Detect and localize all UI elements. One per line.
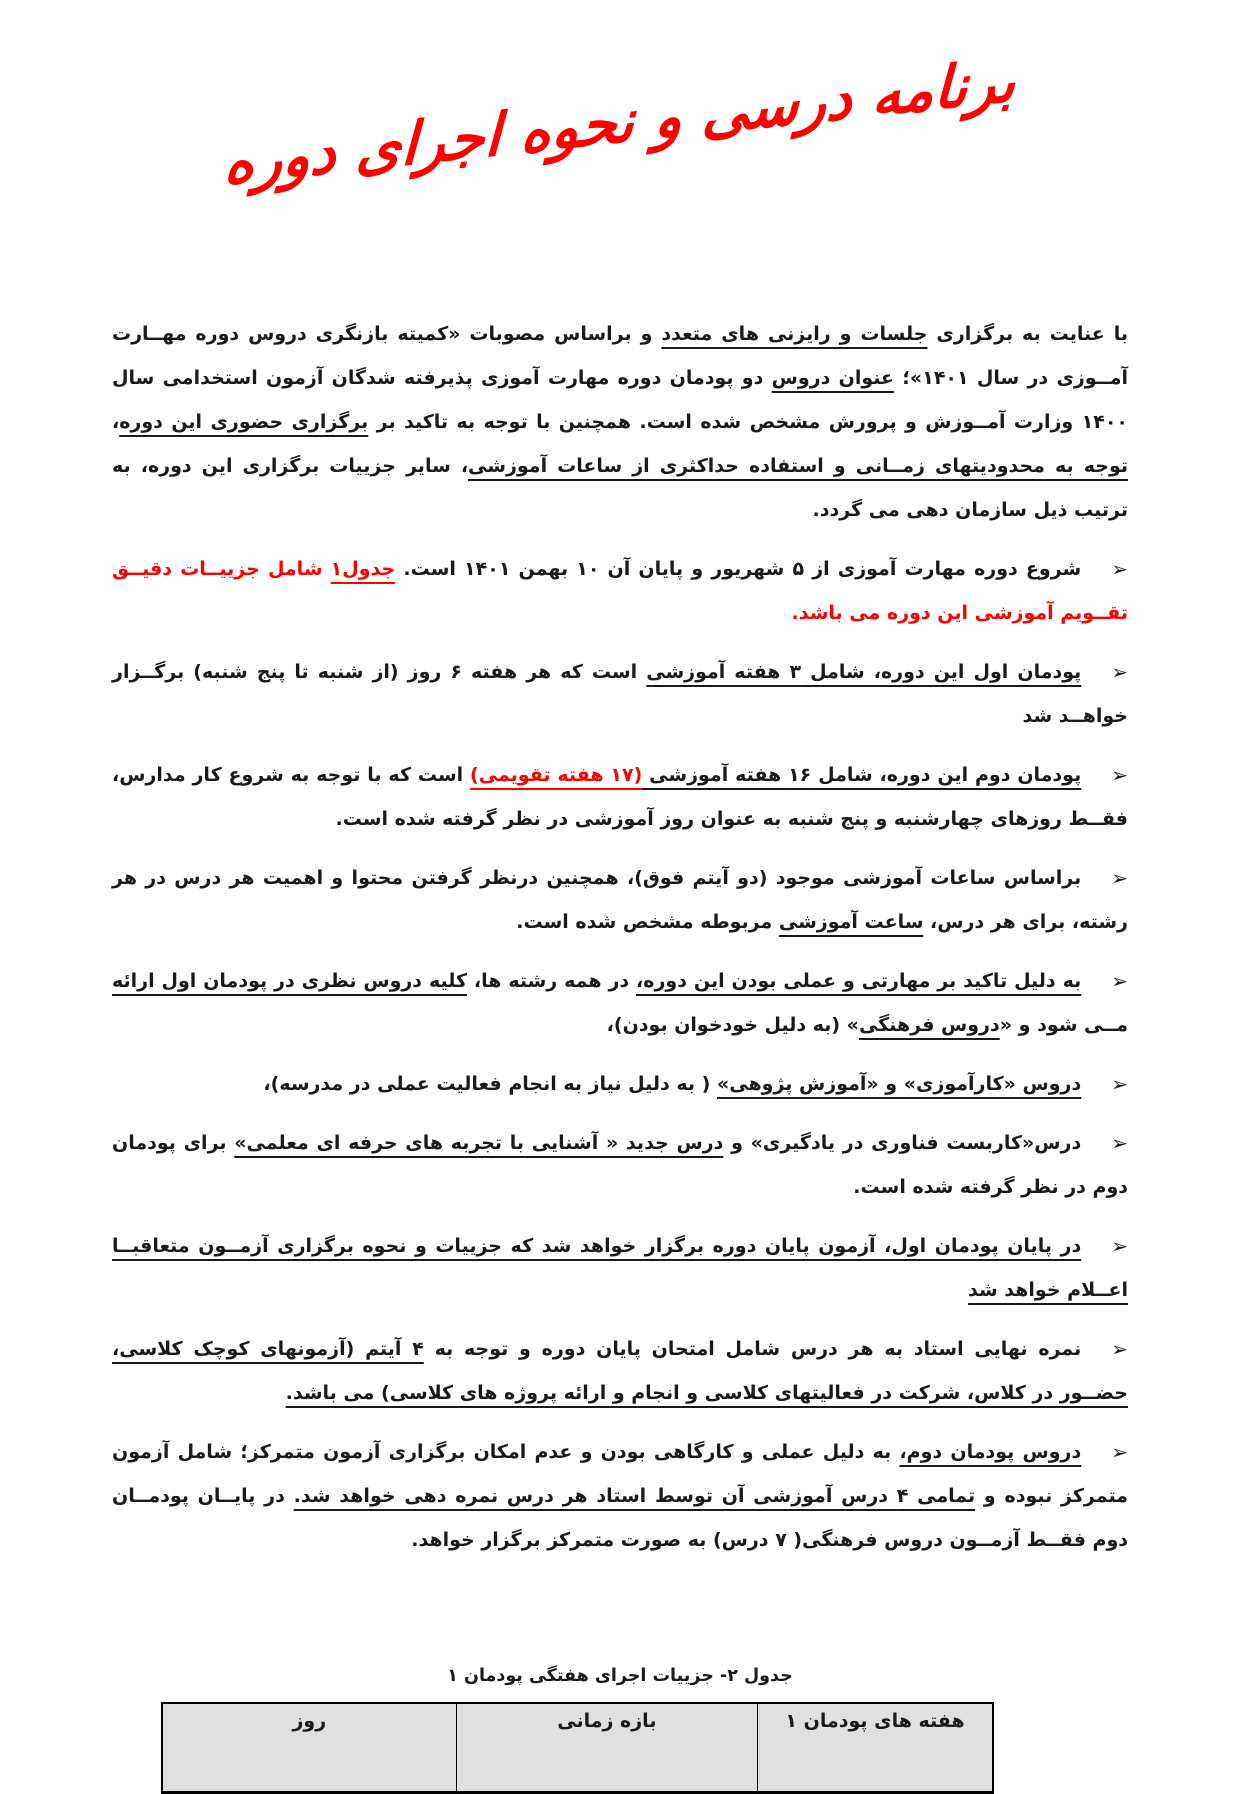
text-run: با عنایت به برگزاری (927, 323, 1129, 345)
bullet-text (112, 558, 1128, 624)
intro-paragraph (112, 312, 1128, 532)
table-header-row (162, 1703, 993, 1793)
text-run: کلیه دروس نظری در پودمان اول ارائه (112, 970, 468, 992)
bullet-text (112, 867, 1128, 933)
schedule-table (161, 1702, 994, 1794)
text-run: به دلیل تاکید بر مهارتی و عملی بودن این دوره، (636, 970, 1082, 992)
table-area (112, 1702, 1128, 1794)
text-run: در پایان پودمان اول، آزمون پایان دوره برگزار خواهد شد که جزییات و نحوه برگزاری آزمــون متعاقبــا اعــلام خواهد شد (112, 1235, 1128, 1301)
bullet-arrow-icon: ➢ (1111, 1337, 1129, 1361)
text-run: جدول۱ (330, 558, 396, 580)
bullet-item (112, 1223, 1128, 1312)
text-run: توجه به محدودیتهای زمــانی و استفاده حداکثری از ساعات آموزشی (468, 455, 1128, 477)
text-run: » (به دلیل خودخوان بودن)، (606, 1014, 859, 1036)
bullet-arrow-icon: ➢ (1111, 969, 1128, 993)
bullet-arrow-icon: ➢ (1111, 866, 1128, 890)
bullet-item (112, 546, 1128, 635)
bullet-text (112, 1235, 1128, 1301)
bullet-item (112, 958, 1128, 1047)
bullet-item (112, 649, 1128, 738)
bullet-text (112, 1132, 1128, 1198)
text-run: شامل جزییــات دقیــق تقــویم آموزشی این دوره می باشد. (112, 558, 1128, 624)
text-run: ساعت آموزشی (778, 911, 924, 933)
text-run: ۴ آیتم (آزمونهای کوچک کلاسی، حضــور در کلاس، شرکت در فعالیتهای کلاسی و انجام و ارائه پروژه های کلاسی) می باشد. (112, 1338, 1128, 1404)
bullet-text (112, 970, 1128, 1036)
bullet-arrow-icon: ➢ (1111, 1234, 1128, 1258)
bullet-text (112, 1441, 1128, 1551)
text-run: دروس پودمان دوم، (899, 1441, 1082, 1463)
header-cell-weeks: هفته های پودمان ۱ (758, 1703, 993, 1793)
text-run: ، سایر جزییات برگزاری این دوره، به ترتیب ذیل سازمان دهی می گردد. (112, 455, 1128, 521)
text-run: در همه رشته ها، (467, 970, 637, 992)
text-run: درس جدید « آشنایی با تجربه های حرفه ای معلمی» (234, 1132, 724, 1154)
text-run: برای پودمان دوم در نظر گرفته شده است. (112, 1132, 1128, 1198)
text-run: برگزاری حضوری این دوره (119, 411, 369, 433)
bullet-arrow-icon: ➢ (1111, 1440, 1128, 1464)
bullet-item (112, 1429, 1128, 1562)
text-run: جلسات و رایزنی های متعدد (661, 323, 928, 345)
text-run: پودمان اول این دوره، شامل ۳ هفته آموزشی (646, 661, 1082, 683)
bullet-arrow-icon: ➢ (1111, 1131, 1128, 1155)
bullet-arrow-icon: ➢ (1111, 660, 1129, 684)
text-run: مربوطه مشخص شده است. (516, 911, 779, 933)
text-run: (۱۷ هفته تقویمی) (470, 764, 643, 786)
text-run: و براساس مصوبات «کمیته بازنگری دروس دوره مهــارت آمــوزی در سال ۱۴۰۱»؛ (112, 323, 1128, 389)
text-run: ( به دلیل نیاز به انجام فعالیت عملی در مدرسه)، (263, 1073, 717, 1095)
text-run: مــی شود و « (999, 1014, 1128, 1036)
text-run: دروس فرهنگی (858, 1014, 1000, 1036)
text-run: شروع دوره مهارت آموزی از ۵ شهریور و پایان آن ۱۰ بهمن ۱۴۰۱ است. (395, 558, 1082, 580)
bullet-item (112, 1061, 1128, 1106)
text-run: عنوان دروس (771, 367, 895, 389)
bullet-item (112, 752, 1128, 841)
header-cell-timespan: بازه زمانی (456, 1703, 757, 1793)
bullet-arrow-icon: ➢ (1111, 1072, 1128, 1096)
bullet-item (112, 1120, 1128, 1209)
text-run: نمره نهایی استاد به هر درس شامل امتحان پایان دوره و توجه به (423, 1338, 1082, 1360)
text-run: تمامی ۴ درس آموزشی آن توسط استاد هر درس نمره دهی خواهد شد. (293, 1485, 976, 1507)
bullet-text (112, 764, 1128, 830)
bullet-item (112, 1326, 1128, 1415)
title-area (112, 0, 1128, 256)
text-run: براساس ساعات آموزشی موجود (دو آیتم فوق)، همچنین درنظر گرفتن محتوا و اهمیت هر درس در هر رشته، برای هر درس، (112, 867, 1128, 933)
document-title: برنامه درسی و نحوه اجرای دوره (223, 46, 1017, 198)
bullet-arrow-icon: ➢ (1111, 763, 1128, 787)
text-run: دو پودمان دوره مهارت آموزی پذیرفته شدگان آزمون استخدامی سال ۱۴۰۰ وزارت آمــوزش و پرورش مشخص شده است. همچنین با توجه به تاکید بر (112, 367, 1129, 433)
bullet-text (112, 661, 1128, 727)
table-caption: جدول ۲- جزییات اجرای هفتگی پودمان ۱ (447, 1666, 793, 1686)
bullet-item (112, 855, 1128, 944)
text-run: به دلیل عملی و کارگاهی بودن و عدم امکان برگزاری آزمون متمرکز؛ شامل آزمون متمرکز نبوده و (112, 1441, 1128, 1507)
header-cell-day: روز (162, 1703, 456, 1793)
bullet-text (112, 1338, 1128, 1404)
text-run: دروس «کارآموزی» و «آموزش پژوهی» (716, 1073, 1082, 1095)
document-body (112, 312, 1128, 1562)
text-run: پودمان دوم این دوره، شامل ۱۶ هفته آموزشی (642, 764, 1082, 786)
text-run: در پایــان پودمــان دوم فقــط آزمــون دروس فرهنگی( ۷ درس) به صورت متمرکز برگزار خواهد. (112, 1485, 1128, 1551)
text-run: است که با توجه به شروع کار مدارس، فقــط روزهای چهارشنبه و پنج شنبه به عنوان روز آموزشی در نظر گرفته شده است. (112, 764, 1128, 830)
bullet-arrow-icon: ➢ (1111, 557, 1128, 581)
text-run: است که هر هفته ۶ روز (از شنبه تا پنج شنبه) برگــزار خواهــد شد (112, 661, 1128, 727)
bullet-text (263, 1073, 1081, 1095)
text-run: درس«کاربست فناوری در یادگیری» و (723, 1132, 1082, 1154)
text-run: ، (112, 411, 120, 433)
